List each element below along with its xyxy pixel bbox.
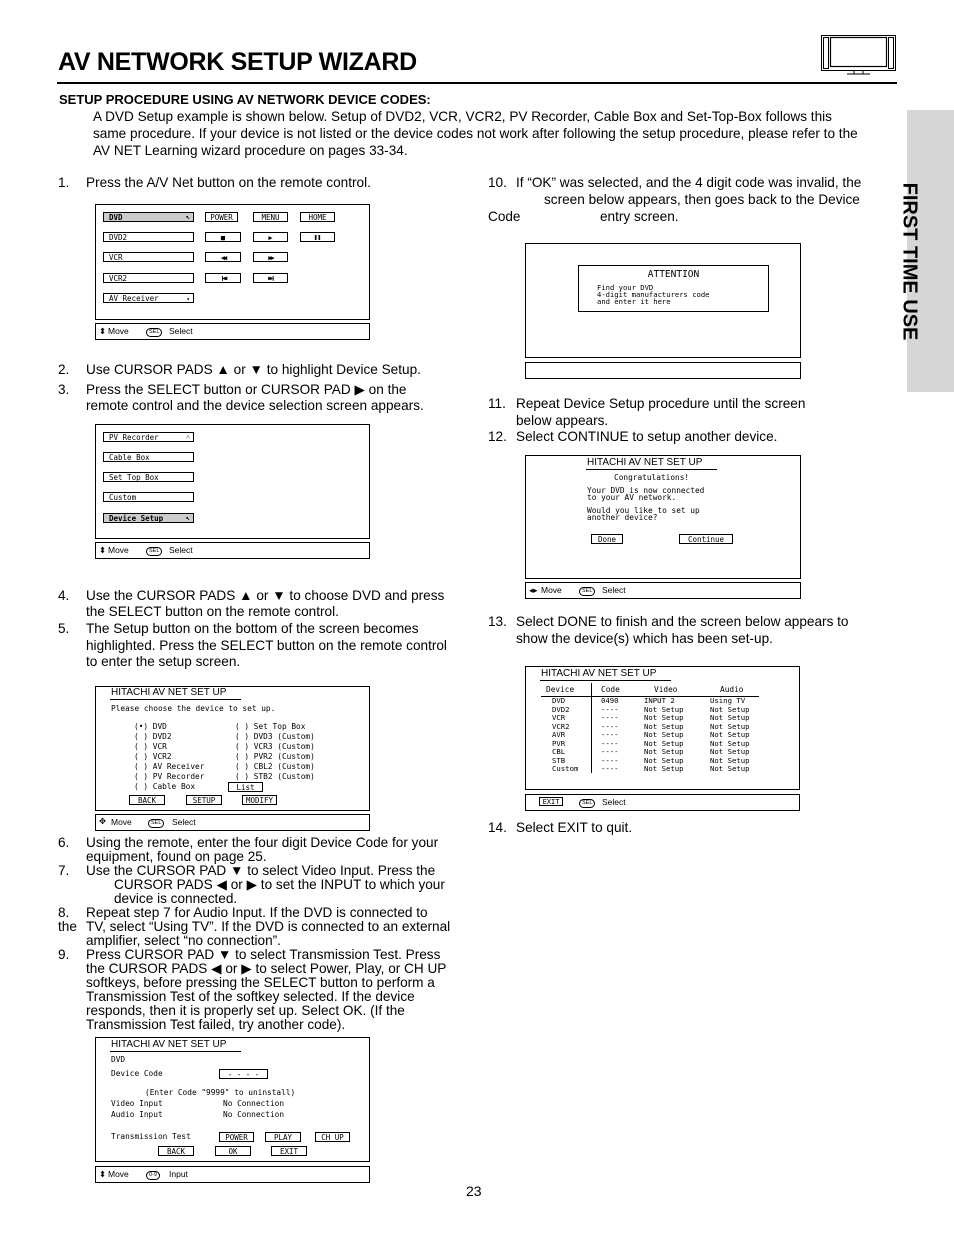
intro-heading: SETUP PROCEDURE USING AV NETWORK DEVICE CODES:	[59, 92, 431, 107]
input-label: Input	[169, 1169, 188, 1179]
table-cell: Not Setup	[710, 730, 750, 739]
table-cell: ----	[601, 755, 619, 765]
uninstall-hint: (Enter Code "9999" to uninstall)	[145, 1088, 296, 1097]
step-text: Use the CURSOR PAD ▼ to select Video Input. Press the	[86, 863, 436, 878]
updown-arrow-icon: ⬍	[99, 326, 107, 336]
congratulations-screen	[525, 455, 801, 579]
select-label: Select	[169, 545, 193, 555]
step-text: CURSOR PADS ◀ or ▶ to set the INPUT to which your	[114, 877, 445, 892]
step-number: 14.	[488, 820, 507, 835]
header-underline	[110, 699, 241, 700]
table-cell: ----	[601, 704, 619, 714]
device-list-screen	[95, 424, 370, 539]
device-item-vcr[interactable]: VCR	[103, 252, 194, 262]
play-test-button[interactable]: PLAY	[265, 1132, 301, 1142]
audio-input-value[interactable]: No Connection	[223, 1110, 285, 1119]
av-net-menu-screen	[95, 204, 370, 320]
sel-key-icon: SEL	[579, 799, 595, 808]
step-text: responds, then it is properly set up. Select OK. (If the	[86, 1003, 405, 1018]
device-setup-item[interactable]: Device Setup ↖	[103, 513, 194, 523]
attention-line-1: Find your DVD	[597, 283, 654, 292]
header-underline	[540, 680, 671, 681]
attention-title: ATTENTION	[647, 269, 700, 280]
power-button[interactable]: POWER	[205, 212, 238, 222]
attention-dialog	[578, 265, 769, 312]
step-text: equipment, found on page 25.	[86, 849, 267, 864]
step-text: highlighted. Press the SELECT button on the remote control	[86, 638, 447, 653]
step-number: 12.	[488, 429, 507, 444]
step-number: 9.	[58, 947, 70, 962]
select-label: Select	[172, 817, 196, 827]
move-label: Move	[108, 545, 129, 555]
table-cell: Custom	[552, 764, 579, 773]
table-cell: ----	[601, 730, 619, 739]
step-text: the SELECT button on the remote control.	[86, 604, 339, 619]
transmission-test-label: Transmission Test	[111, 1132, 191, 1141]
table-cell: PVR	[552, 738, 566, 748]
screen-status-bar	[95, 542, 370, 559]
step-text: Using the remote, enter the four digit Device Code for your	[86, 835, 439, 850]
sel-key-icon: SEL	[146, 328, 162, 337]
radio-stb2[interactable]: ( ) STB2 (Custom)	[235, 772, 315, 781]
intro-line-2: same procedure. If your device is not listed or the device codes not work after following the setup procedure, please refer to the	[93, 126, 858, 141]
device-choose-screen	[95, 686, 370, 811]
step-text: to enter the setup screen.	[86, 654, 241, 669]
radio-set-top-box[interactable]: ( ) Set Top Box	[235, 722, 306, 731]
table-column-divider	[591, 683, 592, 773]
step-text: softkeys, before pressing the SELECT button to perform a	[86, 975, 435, 990]
table-cell: Not Setup	[710, 755, 750, 765]
list-button[interactable]: List	[228, 782, 263, 792]
table-cell: Not Setup	[710, 713, 750, 722]
device-item-cable-box[interactable]: Cable Box	[103, 452, 194, 462]
back-button[interactable]: BACK	[158, 1146, 194, 1156]
device-item-dvd2[interactable]: DVD2	[103, 232, 194, 242]
skip-back-icon[interactable]: ❙◀◀	[205, 273, 241, 283]
table-cell: Not Setup	[644, 755, 684, 765]
move-label: Move	[111, 817, 132, 827]
step-text: screen below appears, then goes back to the Device	[544, 192, 860, 207]
screen-header: HITACHI AV NET SET UP	[541, 668, 657, 679]
stop-icon[interactable]: ■	[205, 232, 241, 242]
screen-status-bar	[95, 323, 370, 340]
table-cell: Not Setup	[710, 721, 750, 731]
radio-vcr2[interactable]: ( ) VCR2	[134, 752, 172, 761]
column-header-audio: Audio	[720, 685, 744, 694]
back-button[interactable]: BACK	[129, 795, 165, 805]
step-text: If “OK” was selected, and the 4 digit code was invalid, the	[516, 175, 862, 190]
screen-header: HITACHI AV NET SET UP	[587, 457, 703, 468]
table-cell: ----	[601, 764, 619, 773]
step-text: Code	[488, 209, 521, 224]
done-button[interactable]: Done	[591, 534, 623, 544]
table-cell: STB	[552, 755, 566, 765]
radio-cbl2[interactable]: ( ) CBL2 (Custom)	[235, 762, 315, 771]
device-item-custom[interactable]: Custom	[103, 492, 194, 502]
table-cell: ----	[601, 747, 619, 756]
table-cell: DVD2	[552, 704, 570, 714]
sel-key-icon: SEL	[146, 547, 162, 556]
congrats-line-1: Your DVD is now connected	[587, 486, 705, 495]
step-number: 1.	[58, 175, 70, 190]
step-text: The Setup button on the bottom of the screen becomes	[86, 621, 419, 636]
step-number: 8.	[58, 905, 70, 920]
step-text: Repeat Device Setup procedure until the screen	[516, 396, 806, 411]
table-cell: Using TV	[710, 696, 746, 705]
step-text: Use the CURSOR PADS ▲ or ▼ to choose DVD and press	[86, 588, 445, 603]
table-cell: VCR	[552, 713, 566, 722]
header-underline	[110, 1051, 241, 1052]
step-text: Select EXIT to quit.	[516, 820, 633, 835]
step-text: Select DONE to finish and the screen below appears to	[516, 614, 849, 629]
exit-button[interactable]: EXIT	[271, 1146, 307, 1156]
step-text: remote control and the device selection screen appears.	[86, 398, 424, 413]
step-text: show the device(s) which has been set-up.	[516, 631, 773, 646]
screen-status-bar	[525, 582, 801, 599]
setup-summary-screen	[525, 666, 800, 790]
continue-button[interactable]: Continue	[679, 534, 733, 544]
ch-up-test-button[interactable]: CH UP	[315, 1132, 350, 1142]
table-cell: ----	[601, 713, 619, 722]
setup-prompt: Please choose the device to set up.	[111, 704, 276, 713]
table-cell: CBL	[552, 747, 566, 756]
device-item-set-top-box[interactable]: Set Top Box	[103, 472, 194, 482]
table-cell: DVD	[552, 696, 566, 705]
four-way-arrow-icon: ✥	[99, 816, 107, 826]
step-text: Select CONTINUE to setup another device.	[516, 429, 778, 444]
radio-vcr[interactable]: ( ) VCR	[134, 742, 167, 751]
step-number: 2.	[58, 362, 70, 377]
video-input-value[interactable]: No Connection	[223, 1099, 285, 1108]
radio-vcr3[interactable]: ( ) VCR3 (Custom)	[235, 742, 315, 751]
step-number: 10.	[488, 175, 507, 190]
radio-dvd[interactable]: (•) DVD	[134, 722, 167, 731]
exit-button[interactable]: EXIT	[539, 797, 563, 806]
congrats-line-2: to your AV network.	[587, 493, 677, 502]
sel-key-icon: SEL	[579, 587, 595, 596]
digit-key-icon: 0-9	[146, 1171, 160, 1180]
attention-screen	[525, 243, 801, 358]
ok-button[interactable]: OK	[215, 1146, 251, 1156]
rewind-icon[interactable]: ◀◀	[205, 252, 241, 262]
radio-pvr2[interactable]: ( ) PVR2 (Custom)	[235, 752, 315, 761]
updown-arrow-icon: ⬍	[99, 545, 107, 555]
table-cell: Not Setup	[710, 764, 750, 773]
step-text: Repeat step 7 for Audio Input. If the DVD is connected to	[86, 905, 428, 920]
fast-forward-icon[interactable]: ▶▶	[253, 252, 288, 262]
step-text: entry screen.	[600, 209, 679, 224]
device-item-pv-recorder[interactable]: PV Recorder ˄	[103, 432, 194, 442]
table-cell: Not Setup	[644, 713, 684, 722]
table-cell: Not Setup	[644, 738, 684, 748]
screen-status-bar	[525, 362, 801, 379]
modify-button[interactable]: MODIFY	[242, 795, 277, 805]
table-cell: ----	[601, 738, 619, 748]
home-button[interactable]: HOME	[300, 212, 335, 222]
section-tab: FIRST TIME USE	[907, 110, 954, 392]
device-code-input[interactable]: - - - -	[219, 1069, 268, 1079]
step-text: Press CURSOR PAD ▼ to select Transmission Test. Press	[86, 947, 441, 962]
power-test-button[interactable]: POWER	[219, 1132, 254, 1142]
radio-cable-box[interactable]: ( ) Cable Box	[134, 782, 196, 791]
move-label: Move	[108, 1169, 129, 1179]
radio-pv-recorder[interactable]: ( ) PV Recorder	[134, 772, 205, 781]
table-cell: Not Setup	[644, 721, 684, 731]
radio-av-receiver[interactable]: ( ) AV Receiver	[134, 762, 205, 771]
step-text: TV, select “Using TV”. If the DVD is connected to an external	[86, 919, 451, 934]
setup-button[interactable]: SETUP	[186, 795, 222, 805]
column-header-code: Code	[601, 685, 620, 694]
intro-line-1: A DVD Setup example is shown below. Setup of DVD2, VCR, VCR2, PV Recorder, Cable Box and Set-Top-Box follows this	[93, 109, 832, 124]
table-cell: Not Setup	[644, 764, 684, 773]
move-label: Move	[541, 585, 562, 595]
congrats-line-4: another device?	[587, 513, 658, 522]
select-label: Select	[602, 585, 626, 595]
move-label: Move	[108, 326, 129, 336]
step-text: Transmission Test of the softkey selected. If the device	[86, 989, 415, 1004]
sel-key-icon: SEL	[148, 819, 164, 828]
table-cell: INPUT 2	[644, 696, 675, 705]
column-header-video: Video	[654, 685, 678, 694]
pause-icon[interactable]: ❚❚	[300, 232, 335, 242]
page-title: AV NETWORK SETUP WIZARD	[58, 48, 417, 76]
attention-line-2: 4-digit manufacturers code	[597, 290, 710, 299]
screen-header: HITACHI AV NET SET UP	[111, 1039, 227, 1050]
menu-button[interactable]: MENU	[253, 212, 288, 222]
step-text: Press the A/V Net button on the remote control.	[86, 175, 371, 190]
table-cell: Not Setup	[644, 704, 684, 714]
table-cell: VCR2	[552, 721, 570, 731]
radio-dvd2[interactable]: ( ) DVD2	[134, 732, 172, 741]
audio-input-label: Audio Input	[111, 1110, 163, 1119]
skip-forward-icon[interactable]: ▶▶❙	[253, 273, 288, 283]
table-cell: AVR	[552, 730, 566, 739]
step-number: 5.	[58, 621, 70, 636]
table-cell: ----	[601, 721, 619, 731]
page-number: 23	[466, 1183, 482, 1199]
device-item-dvd[interactable]: DVD ↖	[103, 212, 194, 222]
step-number: 3.	[58, 382, 70, 397]
screen-header: HITACHI AV NET SET UP	[111, 687, 227, 698]
step-number: 7.	[58, 863, 70, 878]
step-text: the CURSOR PADS ◀ or ▶ to select Power, Play, or CH UP	[86, 961, 447, 976]
table-cell: Not Setup	[710, 704, 750, 714]
attention-line-3: and enter it here	[597, 297, 671, 306]
table-cell: Not Setup	[710, 747, 750, 756]
table-cell: 0490	[601, 696, 619, 705]
step-number: 11.	[488, 396, 506, 411]
table-cell: Not Setup	[644, 747, 684, 756]
step-number: 6.	[58, 835, 70, 850]
step-text: Press the SELECT button or CURSOR PAD ▶ on the	[86, 382, 407, 397]
device-item-av-receiver[interactable]: AV Receiver ▾	[103, 293, 194, 303]
video-input-label: Video Input	[111, 1099, 163, 1108]
device-item-vcr2[interactable]: VCR2	[103, 273, 194, 283]
step-number: 13.	[488, 614, 507, 629]
intro-line-3: AV NET Learning wizard procedure on pages 33-34.	[93, 143, 408, 158]
table-cell: Not Setup	[710, 738, 750, 748]
congrats-line-3: Would you like to set up	[587, 506, 700, 515]
title-rule	[57, 82, 897, 84]
left-right-arrow-icon: ◂▸	[529, 585, 538, 595]
device-code-label: Device Code	[111, 1069, 163, 1078]
screen-status-bar	[95, 1166, 370, 1183]
step-text: Use CURSOR PADS ▲ or ▼ to highlight Device Setup.	[86, 362, 421, 377]
select-label: Select	[169, 326, 193, 336]
updown-arrow-icon: ⬍	[99, 1169, 107, 1179]
step-text: below appears.	[516, 413, 609, 428]
radio-dvd3[interactable]: ( ) DVD3 (Custom)	[235, 732, 315, 741]
congrats-title: Congratulations!	[614, 473, 690, 482]
screen-status-bar	[95, 814, 370, 831]
step-text: device is connected.	[114, 891, 238, 906]
step-number: 4.	[58, 588, 70, 603]
header-underline	[586, 469, 717, 470]
column-header-device: Device	[546, 685, 575, 694]
table-cell: Not Setup	[644, 730, 684, 739]
screen-status-bar	[525, 794, 800, 811]
step-text: amplifier, select “no connection”.	[86, 933, 281, 948]
select-label: Select	[602, 797, 626, 807]
step-text: the	[58, 919, 77, 934]
play-icon[interactable]: ▶	[253, 232, 288, 242]
device-code-screen	[95, 1037, 370, 1162]
tv-icon	[821, 35, 896, 75]
step-text: Transmission Test failed, try another code).	[86, 1017, 346, 1032]
device-name: DVD	[111, 1055, 126, 1064]
